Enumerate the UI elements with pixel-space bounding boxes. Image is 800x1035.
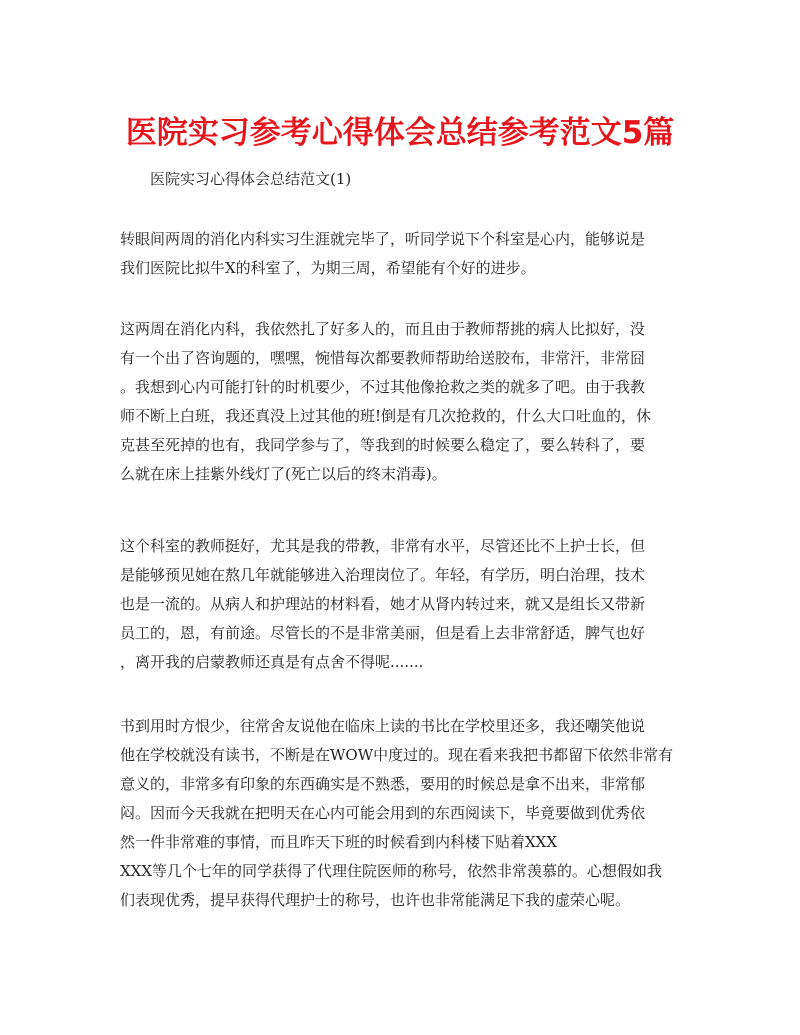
paragraph-line: 这个科室的教师挺好，尤其是我的带教，非常有水平，尽管还比不上护士长，但 — [120, 537, 646, 555]
paragraph-line: 么就在床上挂紫外线灯了(死亡以后的终末消毒)。 — [120, 465, 447, 483]
paragraph-line: 也是一流的。从病人和护理站的材料看，她才从肾内转过来，就又是组长又带新 — [120, 595, 646, 613]
paragraph-line: XXX等几个七年的同学获得了代理住院医师的称号，依然非常羡慕的。心想假如我 — [120, 862, 663, 880]
paragraph-line: 转眼间两周的消化内科实习生涯就完毕了，听同学说下个科室是心内，能够说是 — [120, 230, 646, 248]
paragraph-line: 他在学校就没有读书，不断是在WOW中度过的。现在看来我把书都留下依然非常有 — [120, 746, 674, 764]
paragraph-line: 们表现优秀，提早获得代理护士的称号，也许也非常能满足下我的虚荣心呢。 — [120, 891, 631, 909]
paragraph-2 — [120, 315, 690, 489]
paragraph-line: 我们医院比拟牛X的科室了，为期三周，希望能有个好的进步。 — [120, 259, 536, 277]
paragraph-line: 闷。因而今天我就在把明天在心内可能会用到的东西阅读下，毕竟要做到优秀依 — [120, 804, 646, 822]
paragraph-3 — [120, 532, 690, 677]
paragraph-line: 师不断上白班，我还真没上过其他的班!倒是有几次抢救的，什么大口吐血的，休 — [120, 407, 652, 425]
document-title: 医院实习参考心得体会总结参考范文5篇 — [125, 115, 675, 151]
paragraph-line: 。我想到心内可能打针的时机要少，不过其他像抢救之类的就多了吧。由于我教 — [120, 378, 646, 396]
paragraph-line: 这两周在消化内科，我依然扎了好多人的，而且由于教师帮挑的病人比拟好，没 — [120, 320, 646, 338]
paragraph-4 — [120, 712, 690, 915]
paragraph-line: 然一件非常难的事情，而且昨天下班的时候看到内科楼下贴着XXX — [120, 833, 558, 851]
paragraph-line: 是能够预见她在熬几年就能够进入治理岗位了。年轻，有学历，明白治理，技术 — [120, 566, 646, 584]
paragraph-line: 意义的，非常多有印象的东西确实是不熟悉，要用的时候总是拿不出来，非常郁 — [120, 775, 646, 793]
paragraph-line: 克甚至死掉的也有，我同学参与了，等我到的时候要么稳定了，要么转科了，要 — [120, 436, 646, 454]
paragraph-1 — [120, 225, 690, 283]
paragraph-line: 有一个出了咨询题的，嘿嘿，惋惜每次都要教师帮助给送胶布，非常汗，非常囧 — [120, 349, 646, 367]
paragraph-line: 书到用时方恨少，往常舍友说他在临床上读的书比在学校里还多，我还嘲笑他说 — [120, 717, 646, 735]
paragraph-line: 员工的，恩，有前途。尽管长的不是非常美丽，但是看上去非常舒适，脾气也好 — [120, 624, 646, 642]
paragraph-line: ，离开我的启蒙教师还真是有点舍不得呢....... — [120, 653, 424, 671]
document-subtitle: 医院实习心得体会总结范文(1) — [150, 170, 352, 188]
